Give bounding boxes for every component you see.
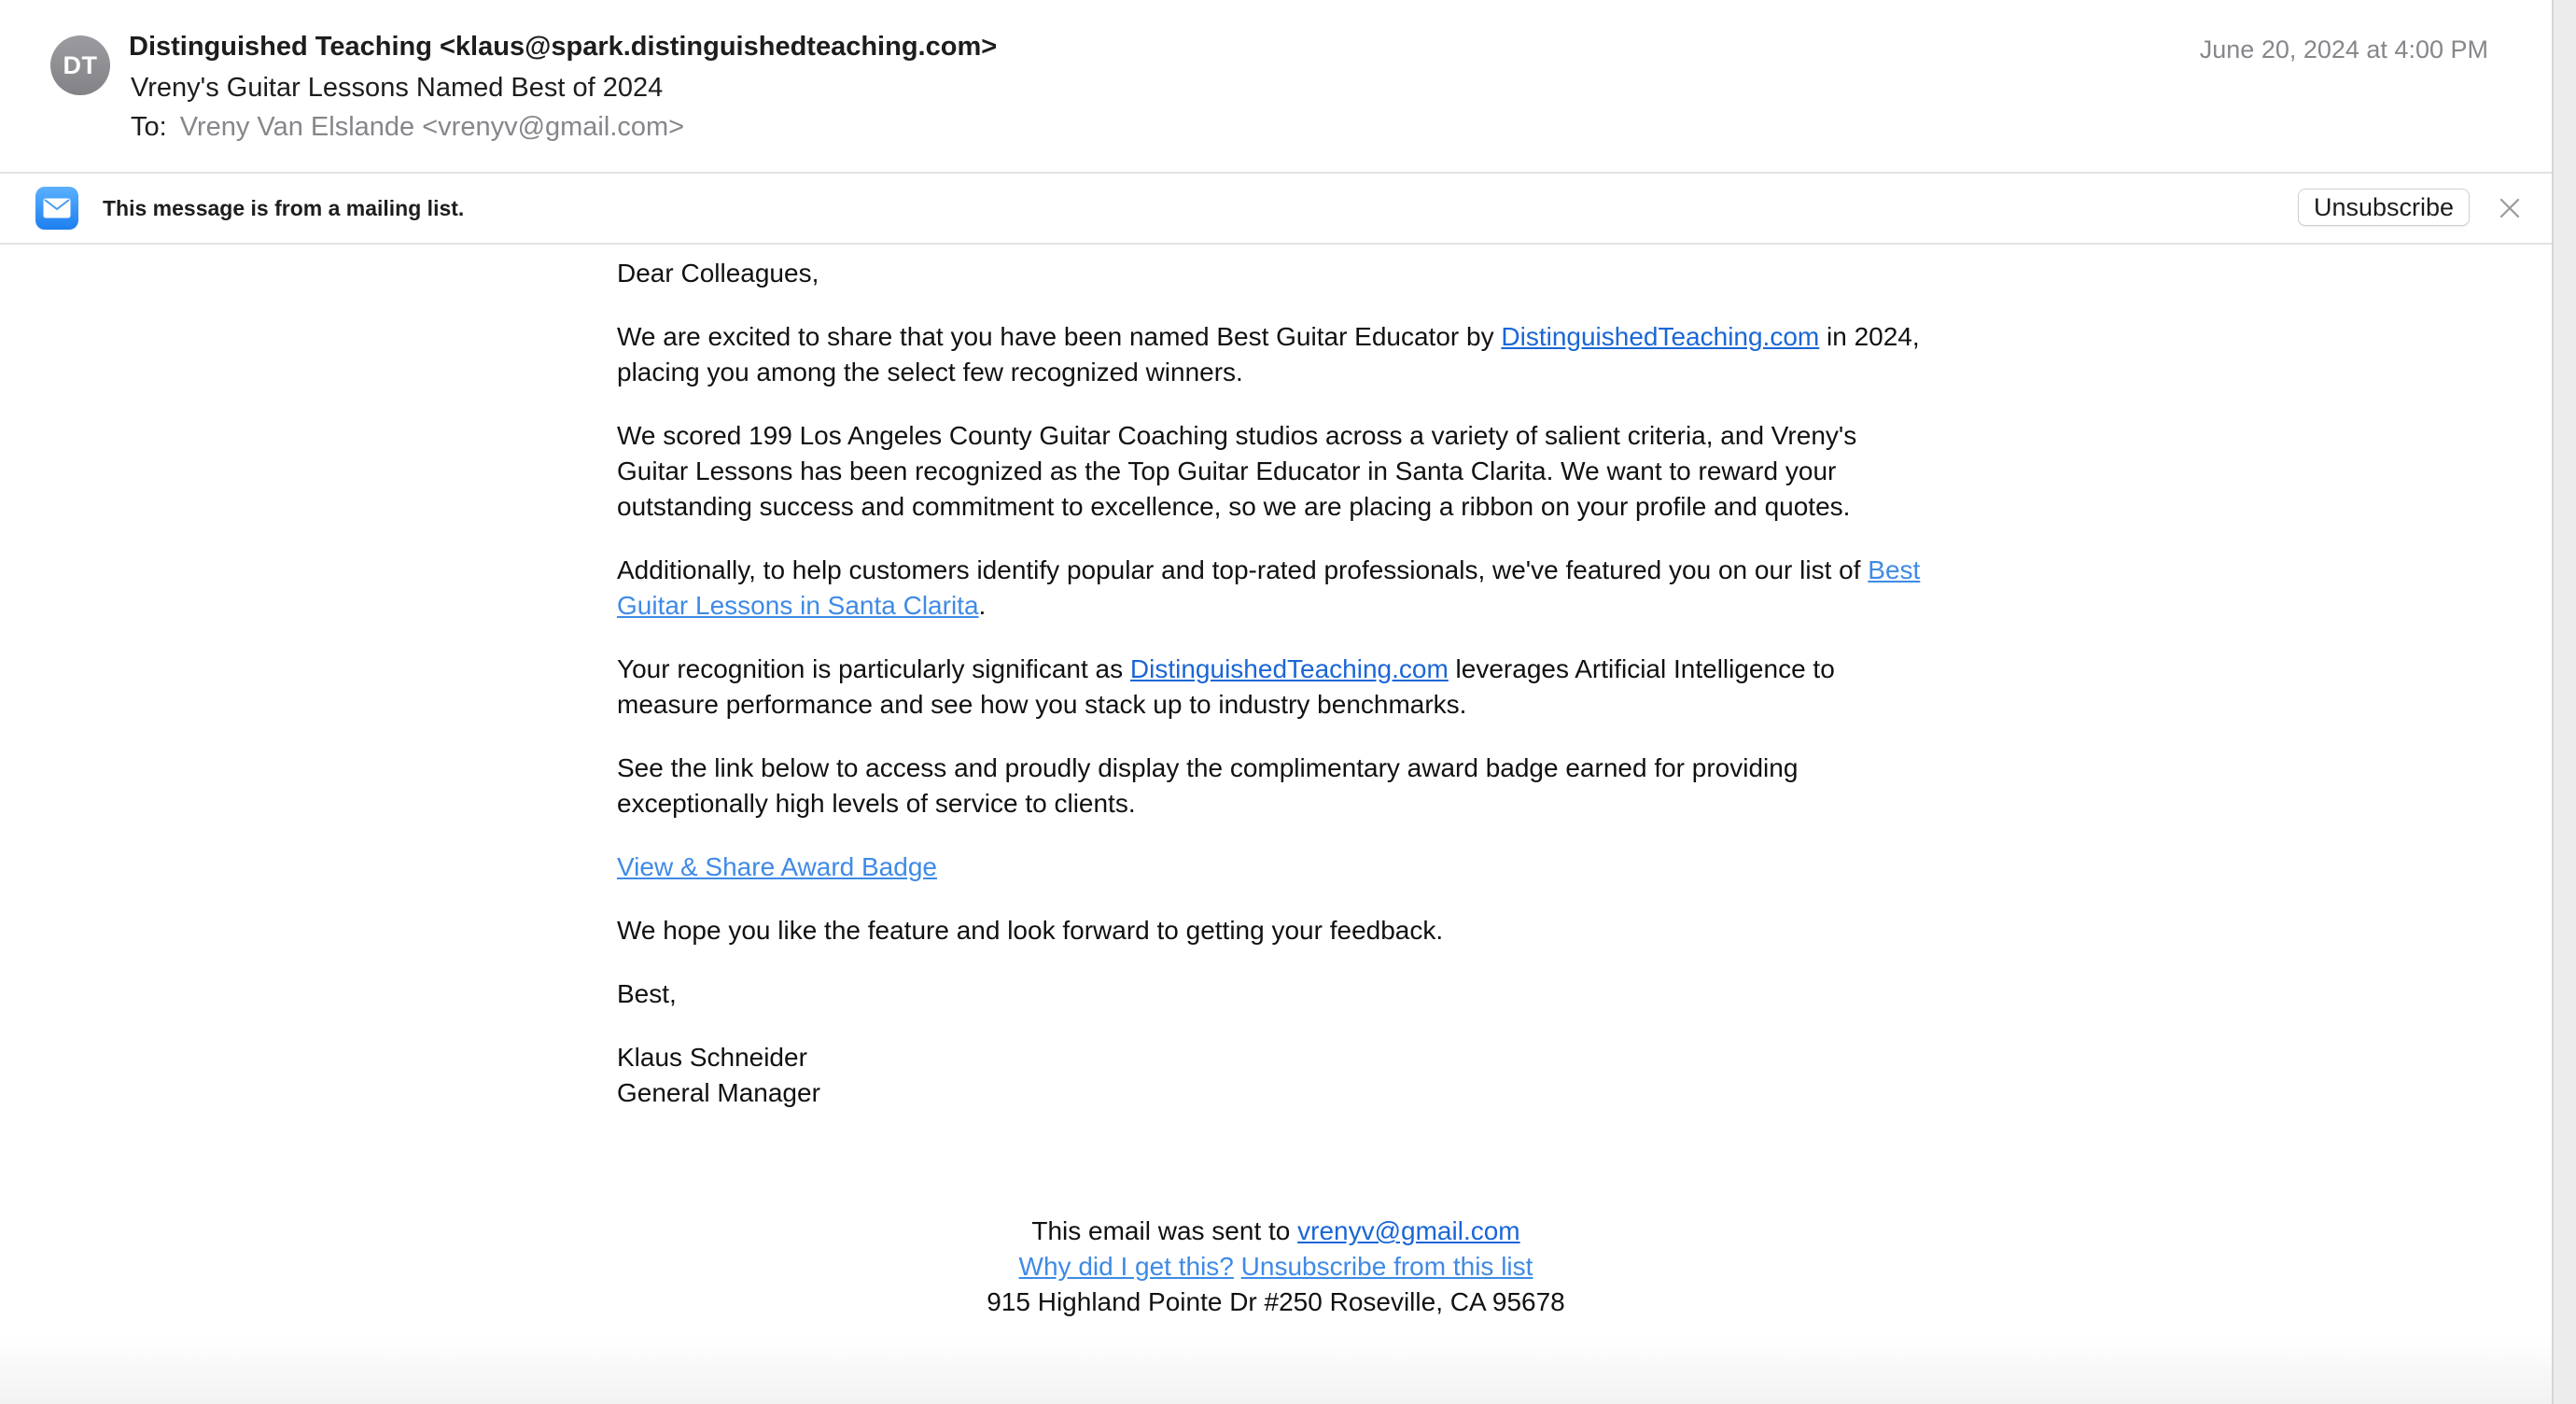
text: We are excited to share that you have been named Best Guitar Educator by [617,322,1502,351]
greeting: Dear Colleagues, [617,259,819,288]
avatar-initials: DT [63,50,98,79]
distinguishedteaching-link[interactable]: DistinguishedTeaching.com [1129,654,1449,683]
sent-to-line [0,1214,2552,1249]
email-footer [0,1214,2552,1320]
best-guitar-lessons-link[interactable]: Best Guitar Lessons in Santa Clarita [617,555,1921,620]
paragraph-recognition [617,652,1933,723]
text: leverages Artificial Intelligence to measure performance and see how you stack up to industry benchmarks. [617,654,1835,719]
why-did-i-get-this-link[interactable]: Why did I get this? [1018,1252,1234,1281]
mailing-list-notice: This message is from a mailing list. [103,196,465,220]
email-body [617,256,1933,1139]
text: in 2024, placing you among the select few recognized winners. [617,322,1920,386]
text: . [978,591,987,620]
avatar [50,35,110,95]
unsubscribe-button[interactable]: Unsubscribe [2298,189,2470,226]
paragraph-announcement [617,319,1933,390]
to-label: To: [131,112,167,142]
sender[interactable]: Distinguished Teaching <klaus@spark.distinguishedteaching.com> [129,32,998,62]
closing: Best, [617,979,677,1008]
signature-title: General Manager [617,1078,820,1107]
mailing-list-banner [0,174,2552,245]
bottom-fade [0,1335,2552,1404]
close-icon[interactable] [2496,194,2524,222]
recipient-line [131,112,684,143]
signature-name: Klaus Schneider [617,1043,807,1072]
envelope-icon [35,187,78,230]
recipient-email-link[interactable]: vrenyv@gmail.com [1297,1216,1520,1245]
badge-link-paragraph [617,849,1933,885]
footer-address: 915 Highland Pointe Dr #250 Roseville, CA 95678 [987,1287,1565,1316]
paragraph-scoring: We scored 199 Los Angeles County Guitar Coaching studios across a variety of salient criteria, and Vreny's Guitar Lessons has been recognized as the Top Guitar Educator in Santa Clarita. We want to reward your outstanding success and commitment to excellence, so we are placing a ribbon on your profile and quotes. [617,421,1857,521]
paragraph-featured [617,553,1933,624]
sent-to-text: This email was sent to [1031,1216,1298,1245]
recipient[interactable]: Vreny Van Elslande <vrenyv@gmail.com> [179,112,685,142]
footer-links [0,1249,2552,1285]
paragraph-feedback: We hope you like the feature and look forward to getting your feedback. [617,916,1444,945]
text: Your recognition is particularly significant as [617,654,1130,683]
distinguishedteaching-link[interactable]: DistinguishedTeaching.com [1501,322,1820,351]
subject: Vreny's Guitar Lessons Named Best of 2024 [131,73,664,103]
signature [617,1040,1933,1111]
text: Additionally, to help customers identify popular and top-rated professionals, we've featured you on our list of [617,555,1869,584]
view-share-award-badge-link[interactable]: View & Share Award Badge [617,852,937,881]
unsubscribe-list-link[interactable]: Unsubscribe from this list [1240,1252,1533,1281]
paragraph-badge-info: See the link below to access and proudly display the complimentary award badge earned for providing exceptionally high levels of service to clients. [617,753,1799,818]
date: June 20, 2024 at 4:00 PM [2199,35,2488,63]
email-header [0,0,2552,174]
